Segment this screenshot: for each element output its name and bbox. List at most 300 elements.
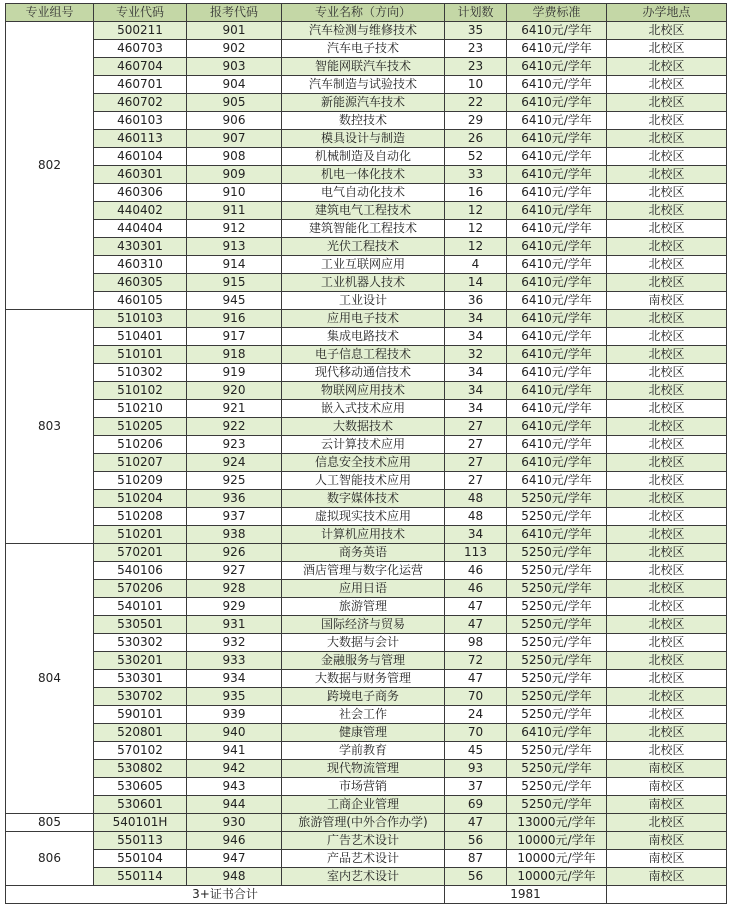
campus-cell: 北校区: [607, 706, 727, 724]
header-apply-code: 报考代码: [187, 4, 282, 22]
major-code-cell: 570201: [94, 544, 187, 562]
plan-count-cell: 47: [445, 814, 507, 832]
plan-count-cell: 32: [445, 346, 507, 364]
apply-code-cell: 945: [187, 292, 282, 310]
campus-cell: 北校区: [607, 94, 727, 112]
apply-code-cell: 930: [187, 814, 282, 832]
major-code-cell: 540106: [94, 562, 187, 580]
apply-code-cell: 937: [187, 508, 282, 526]
major-name-cell: 工业机器人技术: [282, 274, 445, 292]
tuition-cell: 6410元/学年: [507, 58, 607, 76]
table-row: [6, 652, 727, 670]
major-name-cell: 应用日语: [282, 580, 445, 598]
plan-count-cell: 34: [445, 310, 507, 328]
tuition-cell: 5250元/学年: [507, 670, 607, 688]
apply-code-cell: 926: [187, 544, 282, 562]
campus-cell: 北校区: [607, 490, 727, 508]
table-row: [6, 616, 727, 634]
major-name-cell: 金融服务与管理: [282, 652, 445, 670]
major-name-cell: 产品艺术设计: [282, 850, 445, 868]
campus-cell: 北校区: [607, 634, 727, 652]
table-row: [6, 688, 727, 706]
major-code-cell: 460105: [94, 292, 187, 310]
major-name-cell: 广告艺术设计: [282, 832, 445, 850]
apply-code-cell: 902: [187, 40, 282, 58]
plan-count-cell: 14: [445, 274, 507, 292]
plan-count-cell: 34: [445, 400, 507, 418]
major-code-cell: 510102: [94, 382, 187, 400]
campus-cell: 北校区: [607, 238, 727, 256]
table-row: [6, 328, 727, 346]
tuition-cell: 6410元/学年: [507, 112, 607, 130]
campus-cell: 北校区: [607, 562, 727, 580]
campus-cell: 北校区: [607, 742, 727, 760]
major-name-cell: 电气自动化技术: [282, 184, 445, 202]
major-name-cell: 国际经济与贸易: [282, 616, 445, 634]
table-row: [6, 742, 727, 760]
plan-count-cell: 12: [445, 238, 507, 256]
campus-cell: 北校区: [607, 472, 727, 490]
header-major-code: 专业代码: [94, 4, 187, 22]
plan-count-cell: 27: [445, 472, 507, 490]
group-number-cell: 806: [6, 832, 94, 886]
major-name-cell: 云计算技术应用: [282, 436, 445, 454]
plan-count-cell: 27: [445, 454, 507, 472]
tuition-cell: 6410元/学年: [507, 400, 607, 418]
apply-code-cell: 909: [187, 166, 282, 184]
major-name-cell: 数控技术: [282, 112, 445, 130]
plan-count-cell: 56: [445, 868, 507, 886]
plan-count-cell: 16: [445, 184, 507, 202]
major-name-cell: 信息安全技术应用: [282, 454, 445, 472]
tuition-cell: 5250元/学年: [507, 544, 607, 562]
apply-code-cell: 905: [187, 94, 282, 112]
campus-cell: 北校区: [607, 364, 727, 382]
table-row: [6, 796, 727, 814]
plan-count-cell: 48: [445, 490, 507, 508]
campus-cell: 北校区: [607, 508, 727, 526]
major-code-cell: 460113: [94, 130, 187, 148]
plan-count-cell: 45: [445, 742, 507, 760]
plan-count-cell: 113: [445, 544, 507, 562]
tuition-cell: 6410元/学年: [507, 724, 607, 742]
total-row: [6, 886, 727, 904]
apply-code-cell: 914: [187, 256, 282, 274]
apply-code-cell: 910: [187, 184, 282, 202]
major-name-cell: 物联网应用技术: [282, 382, 445, 400]
campus-cell: 北校区: [607, 418, 727, 436]
plan-count-cell: 48: [445, 508, 507, 526]
campus-cell: 北校区: [607, 310, 727, 328]
major-code-cell: 550104: [94, 850, 187, 868]
major-code-cell: 530605: [94, 778, 187, 796]
plan-count-cell: 56: [445, 832, 507, 850]
plan-count-cell: 46: [445, 562, 507, 580]
campus-cell: 北校区: [607, 688, 727, 706]
major-name-cell: 商务英语: [282, 544, 445, 562]
tuition-cell: 13000元/学年: [507, 814, 607, 832]
major-name-cell: 工商企业管理: [282, 796, 445, 814]
apply-code-cell: 942: [187, 760, 282, 778]
tuition-cell: 5250元/学年: [507, 580, 607, 598]
header-group-number: 专业组号: [6, 4, 94, 22]
major-name-cell: 室内艺术设计: [282, 868, 445, 886]
apply-code-cell: 904: [187, 76, 282, 94]
major-code-cell: 510401: [94, 328, 187, 346]
plan-count-cell: 47: [445, 616, 507, 634]
campus-cell: 北校区: [607, 400, 727, 418]
major-code-cell: 530702: [94, 688, 187, 706]
apply-code-cell: 911: [187, 202, 282, 220]
campus-cell: 北校区: [607, 526, 727, 544]
apply-code-cell: 915: [187, 274, 282, 292]
major-code-cell: 530301: [94, 670, 187, 688]
campus-cell: 北校区: [607, 220, 727, 238]
apply-code-cell: 920: [187, 382, 282, 400]
total-value: 1981: [445, 886, 607, 904]
table-row: [6, 670, 727, 688]
table-row: [6, 22, 727, 40]
table-row: [6, 202, 727, 220]
table-row: [6, 94, 727, 112]
header-major-name: 专业名称（方向）: [282, 4, 445, 22]
tuition-cell: 6410元/学年: [507, 202, 607, 220]
table-row: [6, 148, 727, 166]
total-label: 3+证书合计: [6, 886, 445, 904]
plan-count-cell: 10: [445, 76, 507, 94]
campus-cell: 北校区: [607, 346, 727, 364]
apply-code-cell: 931: [187, 616, 282, 634]
apply-code-cell: 921: [187, 400, 282, 418]
major-name-cell: 现代物流管理: [282, 760, 445, 778]
major-name-cell: 社会工作: [282, 706, 445, 724]
major-name-cell: 机械制造及自动化: [282, 148, 445, 166]
tuition-cell: 6410元/学年: [507, 310, 607, 328]
table-row: [6, 562, 727, 580]
tuition-cell: 5250元/学年: [507, 634, 607, 652]
plan-count-cell: 12: [445, 202, 507, 220]
apply-code-cell: 922: [187, 418, 282, 436]
major-code-cell: 570102: [94, 742, 187, 760]
tuition-cell: 6410元/学年: [507, 364, 607, 382]
apply-code-cell: 934: [187, 670, 282, 688]
major-name-cell: 大数据与会计: [282, 634, 445, 652]
plan-count-cell: 35: [445, 22, 507, 40]
apply-code-cell: 929: [187, 598, 282, 616]
major-name-cell: 模具设计与制造: [282, 130, 445, 148]
plan-count-cell: 36: [445, 292, 507, 310]
plan-count-cell: 34: [445, 526, 507, 544]
apply-code-cell: 944: [187, 796, 282, 814]
major-name-cell: 虚拟现实技术应用: [282, 508, 445, 526]
major-code-cell: 460704: [94, 58, 187, 76]
campus-cell: 北校区: [607, 58, 727, 76]
table-row: [6, 382, 727, 400]
tuition-cell: 5250元/学年: [507, 688, 607, 706]
major-code-cell: 510204: [94, 490, 187, 508]
header-tuition: 学费标准: [507, 4, 607, 22]
tuition-cell: 5250元/学年: [507, 778, 607, 796]
tuition-cell: 5250元/学年: [507, 742, 607, 760]
plan-count-cell: 69: [445, 796, 507, 814]
tuition-cell: 6410元/学年: [507, 436, 607, 454]
tuition-cell: 5250元/学年: [507, 508, 607, 526]
table-row: [6, 580, 727, 598]
header-plan-count: 计划数: [445, 4, 507, 22]
table-row: [6, 346, 727, 364]
table-row: [6, 508, 727, 526]
apply-code-cell: 908: [187, 148, 282, 166]
tuition-cell: 6410元/学年: [507, 220, 607, 238]
table-row: [6, 220, 727, 238]
plan-count-cell: 72: [445, 652, 507, 670]
campus-cell: 南校区: [607, 868, 727, 886]
plan-count-cell: 29: [445, 112, 507, 130]
major-code-cell: 460104: [94, 148, 187, 166]
apply-code-cell: 933: [187, 652, 282, 670]
tuition-cell: 6410元/学年: [507, 472, 607, 490]
tuition-cell: 6410元/学年: [507, 346, 607, 364]
campus-cell: 南校区: [607, 832, 727, 850]
major-code-cell: 440402: [94, 202, 187, 220]
table-row: [6, 544, 727, 562]
tuition-cell: 6410元/学年: [507, 274, 607, 292]
tuition-cell: 6410元/学年: [507, 76, 607, 94]
major-code-cell: 530601: [94, 796, 187, 814]
apply-code-cell: 906: [187, 112, 282, 130]
table-row: [6, 400, 727, 418]
apply-code-cell: 923: [187, 436, 282, 454]
campus-cell: 北校区: [607, 436, 727, 454]
campus-cell: 北校区: [607, 814, 727, 832]
table-row: [6, 364, 727, 382]
major-name-cell: 数字媒体技术: [282, 490, 445, 508]
plan-count-cell: 98: [445, 634, 507, 652]
table-row: [6, 490, 727, 508]
major-name-cell: 光伏工程技术: [282, 238, 445, 256]
major-name-cell: 计算机应用技术: [282, 526, 445, 544]
plan-count-cell: 37: [445, 778, 507, 796]
tuition-cell: 6410元/学年: [507, 454, 607, 472]
major-code-cell: 460701: [94, 76, 187, 94]
campus-cell: 南校区: [607, 778, 727, 796]
major-name-cell: 嵌入式技术应用: [282, 400, 445, 418]
campus-cell: 北校区: [607, 256, 727, 274]
table-row: [6, 454, 727, 472]
apply-code-cell: 919: [187, 364, 282, 382]
campus-cell: 南校区: [607, 850, 727, 868]
table-row: [6, 850, 727, 868]
major-code-cell: 510209: [94, 472, 187, 490]
major-code-cell: 530201: [94, 652, 187, 670]
table-row: [6, 814, 727, 832]
major-name-cell: 市场营销: [282, 778, 445, 796]
plan-count-cell: 93: [445, 760, 507, 778]
tuition-cell: 6410元/学年: [507, 148, 607, 166]
group-number-cell: 805: [6, 814, 94, 832]
tuition-cell: 5250元/学年: [507, 796, 607, 814]
tuition-cell: 6410元/学年: [507, 526, 607, 544]
plan-count-cell: 34: [445, 328, 507, 346]
major-name-cell: 人工智能技术应用: [282, 472, 445, 490]
tuition-cell: 6410元/学年: [507, 166, 607, 184]
campus-cell: 北校区: [607, 724, 727, 742]
major-name-cell: 应用电子技术: [282, 310, 445, 328]
campus-cell: 北校区: [607, 40, 727, 58]
table-row: [6, 274, 727, 292]
tuition-cell: 6410元/学年: [507, 382, 607, 400]
plan-count-cell: 70: [445, 724, 507, 742]
plan-count-cell: 46: [445, 580, 507, 598]
table-row: [6, 868, 727, 886]
table-row: [6, 292, 727, 310]
major-name-cell: 旅游管理: [282, 598, 445, 616]
apply-code-cell: 947: [187, 850, 282, 868]
major-code-cell: 530501: [94, 616, 187, 634]
major-name-cell: 酒店管理与数字化运营: [282, 562, 445, 580]
apply-code-cell: 927: [187, 562, 282, 580]
table-row: [6, 256, 727, 274]
campus-cell: 北校区: [607, 130, 727, 148]
table-row: [6, 760, 727, 778]
table-row: [6, 76, 727, 94]
major-code-cell: 540101H: [94, 814, 187, 832]
campus-cell: 南校区: [607, 292, 727, 310]
plan-count-cell: 52: [445, 148, 507, 166]
major-code-cell: 460305: [94, 274, 187, 292]
tuition-cell: 10000元/学年: [507, 868, 607, 886]
major-code-cell: 510208: [94, 508, 187, 526]
tuition-cell: 6410元/学年: [507, 40, 607, 58]
plan-count-cell: 23: [445, 40, 507, 58]
enrollment-plan-table-container: [5, 3, 727, 904]
major-name-cell: 大数据技术: [282, 418, 445, 436]
major-code-cell: 510302: [94, 364, 187, 382]
major-name-cell: 集成电路技术: [282, 328, 445, 346]
header-row: [6, 4, 727, 22]
major-code-cell: 460702: [94, 94, 187, 112]
major-name-cell: 健康管理: [282, 724, 445, 742]
major-name-cell: 新能源汽车技术: [282, 94, 445, 112]
apply-code-cell: 901: [187, 22, 282, 40]
tuition-cell: 5250元/学年: [507, 490, 607, 508]
table-row: [6, 418, 727, 436]
table-row: [6, 526, 727, 544]
plan-count-cell: 24: [445, 706, 507, 724]
apply-code-cell: 925: [187, 472, 282, 490]
header-campus: 办学地点: [607, 4, 727, 22]
plan-count-cell: 27: [445, 436, 507, 454]
plan-count-cell: 4: [445, 256, 507, 274]
major-code-cell: 510101: [94, 346, 187, 364]
campus-cell: 北校区: [607, 76, 727, 94]
apply-code-cell: 916: [187, 310, 282, 328]
tuition-cell: 5250元/学年: [507, 760, 607, 778]
major-name-cell: 机电一体化技术: [282, 166, 445, 184]
campus-cell: 北校区: [607, 328, 727, 346]
table-row: [6, 184, 727, 202]
apply-code-cell: 940: [187, 724, 282, 742]
plan-count-cell: 12: [445, 220, 507, 238]
campus-cell: 北校区: [607, 382, 727, 400]
plan-count-cell: 34: [445, 382, 507, 400]
group-number-cell: 802: [6, 22, 94, 310]
major-name-cell: 汽车制造与试验技术: [282, 76, 445, 94]
plan-count-cell: 33: [445, 166, 507, 184]
plan-count-cell: 26: [445, 130, 507, 148]
major-name-cell: 学前教育: [282, 742, 445, 760]
table-row: [6, 436, 727, 454]
apply-code-cell: 943: [187, 778, 282, 796]
major-code-cell: 570206: [94, 580, 187, 598]
tuition-cell: 6410元/学年: [507, 130, 607, 148]
total-empty-cell: [607, 886, 727, 904]
major-code-cell: 510103: [94, 310, 187, 328]
major-code-cell: 550114: [94, 868, 187, 886]
major-code-cell: 540101: [94, 598, 187, 616]
major-name-cell: 智能网联汽车技术: [282, 58, 445, 76]
campus-cell: 北校区: [607, 580, 727, 598]
campus-cell: 北校区: [607, 598, 727, 616]
campus-cell: 北校区: [607, 166, 727, 184]
apply-code-cell: 928: [187, 580, 282, 598]
tuition-cell: 10000元/学年: [507, 832, 607, 850]
campus-cell: 北校区: [607, 670, 727, 688]
tuition-cell: 5250元/学年: [507, 706, 607, 724]
major-code-cell: 510205: [94, 418, 187, 436]
apply-code-cell: 948: [187, 868, 282, 886]
table-row: [6, 598, 727, 616]
tuition-cell: 6410元/学年: [507, 94, 607, 112]
tuition-cell: 5250元/学年: [507, 616, 607, 634]
apply-code-cell: 935: [187, 688, 282, 706]
campus-cell: 南校区: [607, 796, 727, 814]
table-row: [6, 472, 727, 490]
table-row: [6, 310, 727, 328]
major-code-cell: 460301: [94, 166, 187, 184]
major-name-cell: 跨境电子商务: [282, 688, 445, 706]
major-code-cell: 510201: [94, 526, 187, 544]
table-row: [6, 40, 727, 58]
plan-count-cell: 47: [445, 598, 507, 616]
tuition-cell: 5250元/学年: [507, 598, 607, 616]
campus-cell: 北校区: [607, 616, 727, 634]
major-code-cell: 550113: [94, 832, 187, 850]
campus-cell: 北校区: [607, 544, 727, 562]
major-name-cell: 汽车电子技术: [282, 40, 445, 58]
major-name-cell: 大数据与财务管理: [282, 670, 445, 688]
table-row: [6, 238, 727, 256]
apply-code-cell: 917: [187, 328, 282, 346]
major-code-cell: 510207: [94, 454, 187, 472]
plan-count-cell: 47: [445, 670, 507, 688]
major-code-cell: 510206: [94, 436, 187, 454]
apply-code-cell: 941: [187, 742, 282, 760]
tuition-cell: 10000元/学年: [507, 850, 607, 868]
major-code-cell: 430301: [94, 238, 187, 256]
plan-count-cell: 23: [445, 58, 507, 76]
table-row: [6, 130, 727, 148]
campus-cell: 北校区: [607, 274, 727, 292]
tuition-cell: 6410元/学年: [507, 238, 607, 256]
major-code-cell: 460306: [94, 184, 187, 202]
major-code-cell: 530802: [94, 760, 187, 778]
apply-code-cell: 936: [187, 490, 282, 508]
major-code-cell: 460103: [94, 112, 187, 130]
campus-cell: 北校区: [607, 202, 727, 220]
tuition-cell: 6410元/学年: [507, 184, 607, 202]
major-name-cell: 旅游管理(中外合作办学): [282, 814, 445, 832]
